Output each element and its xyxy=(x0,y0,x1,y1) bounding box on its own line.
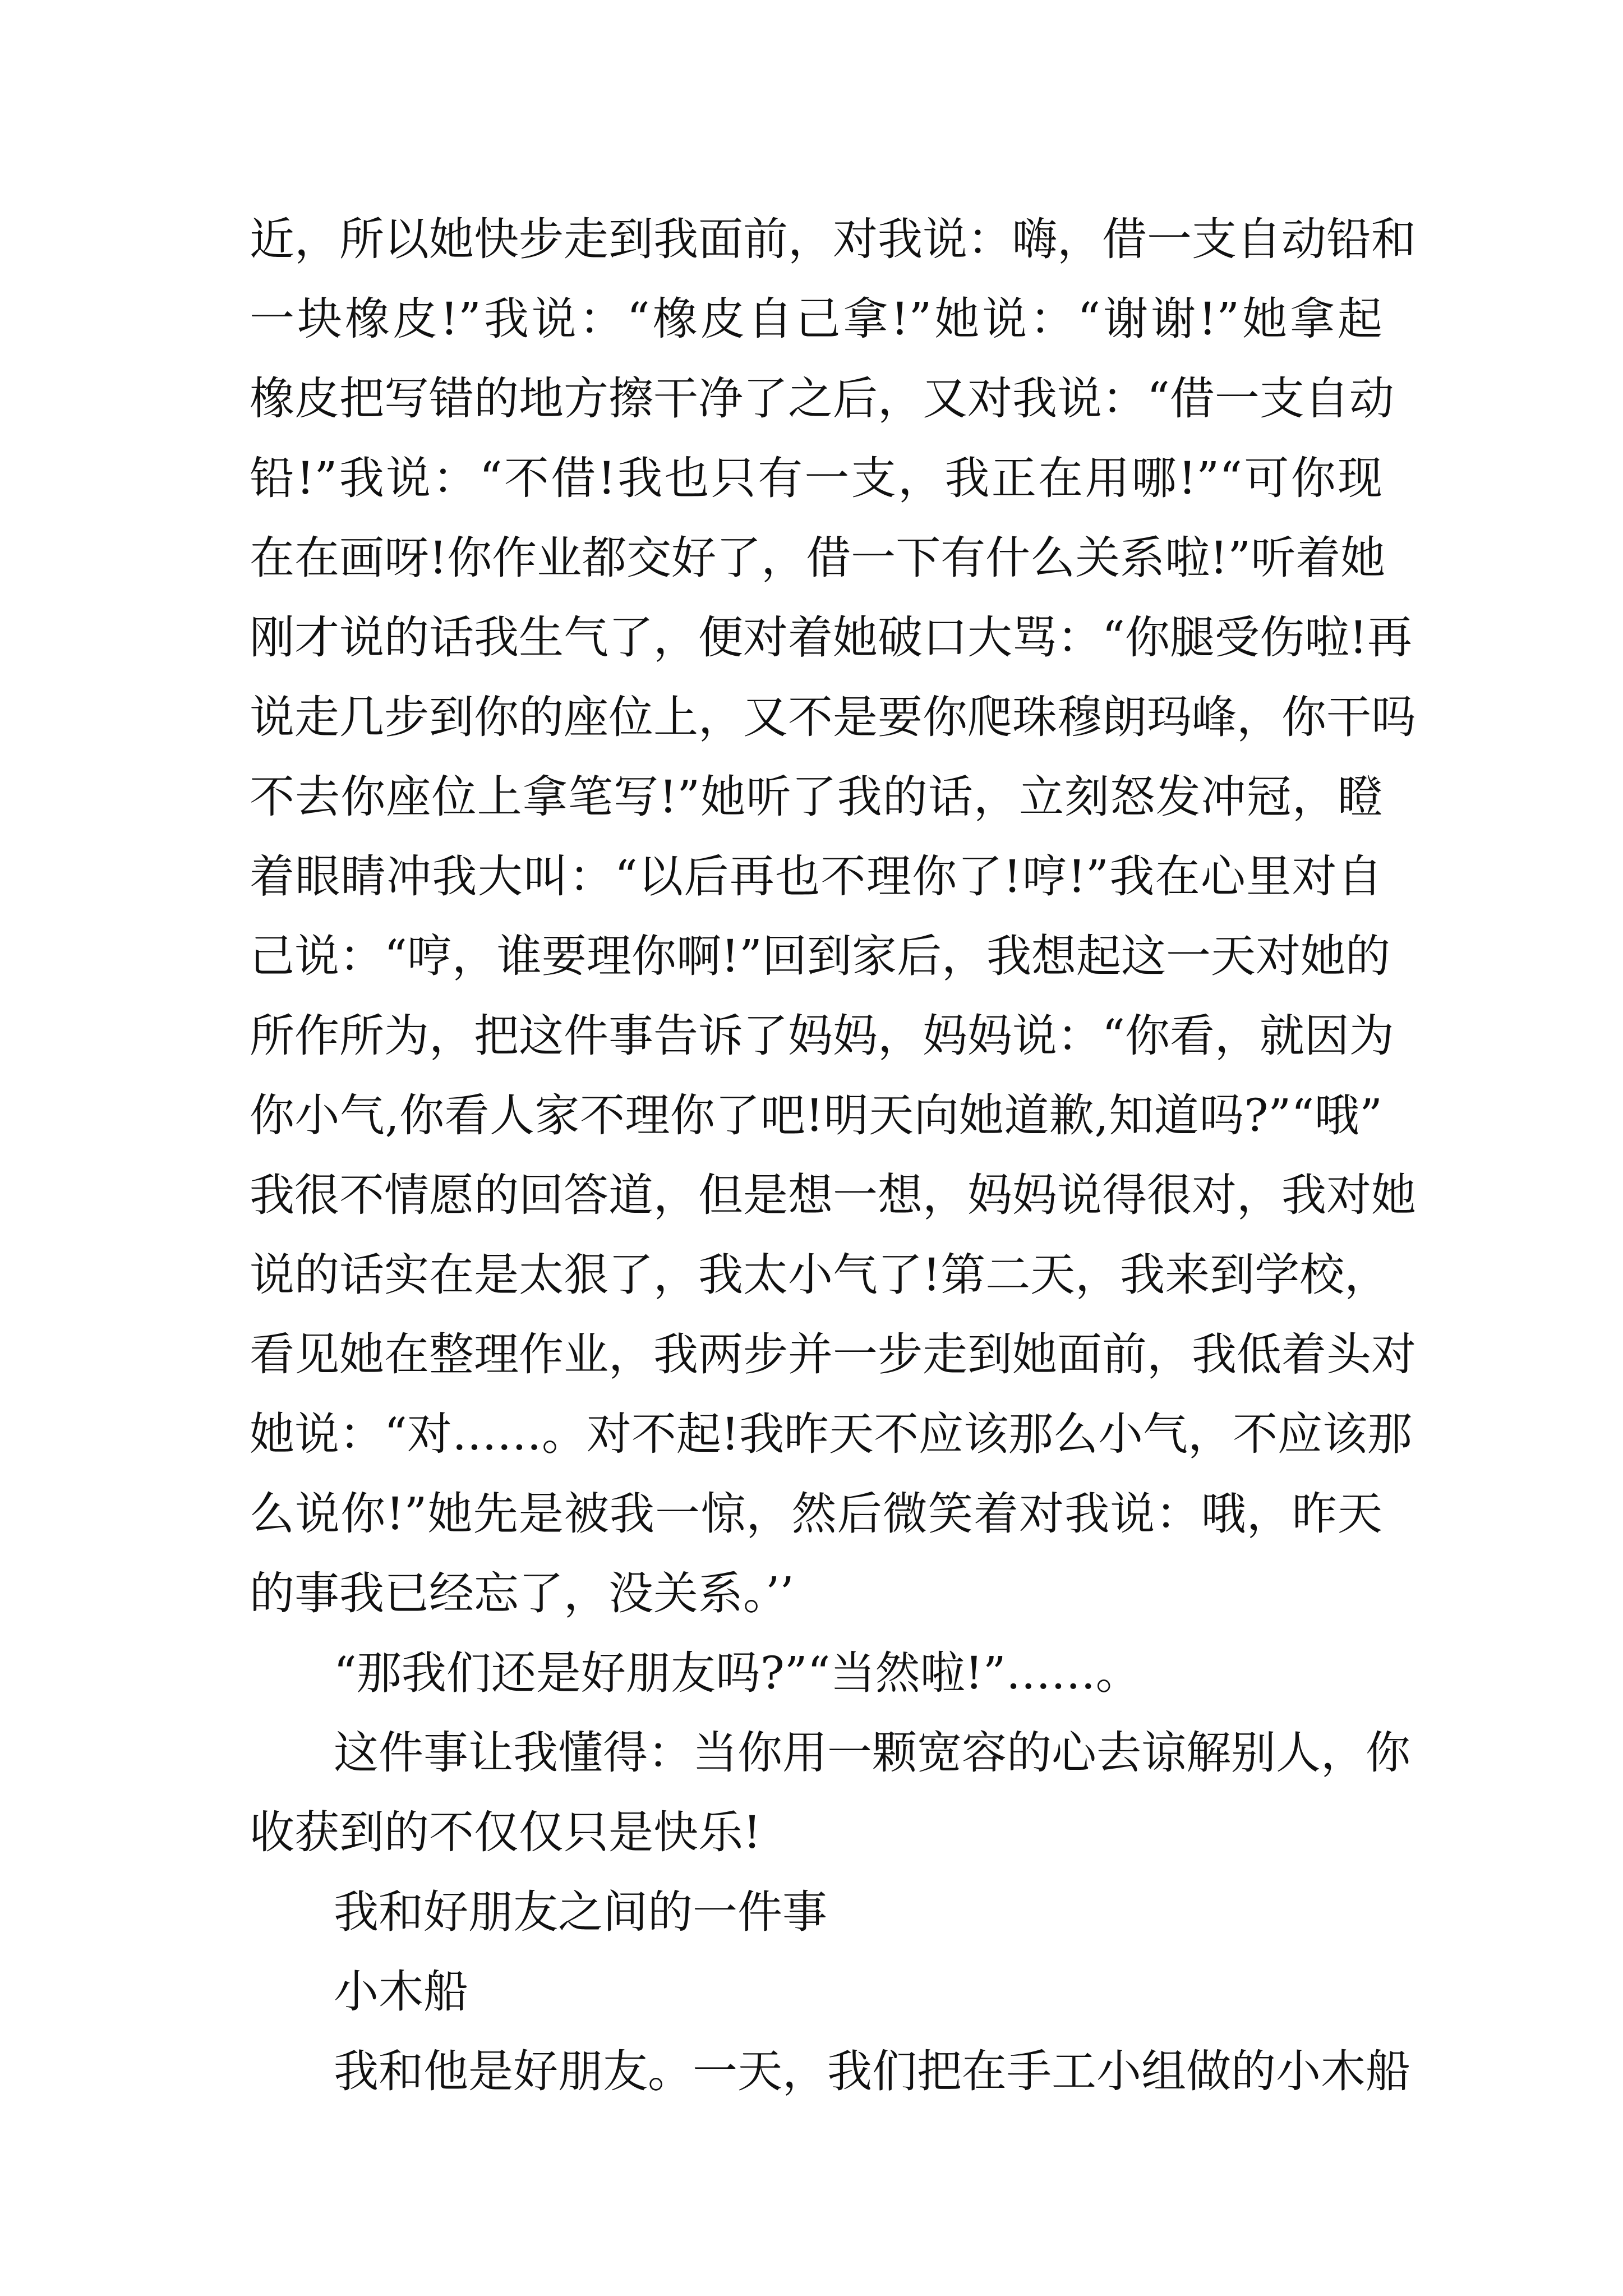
text-line: 所作所为，把这件事告诉了妈妈，妈妈说：“你看，就因为 xyxy=(250,1010,1394,1062)
text-line: 看见她在整理作业，我两步并一步走到她面前，我低着头对 xyxy=(250,1328,1416,1381)
body-text xyxy=(250,200,1416,2111)
text-line: 我很不情愿的回答道，但是想一想，妈妈说得很对，我对她 xyxy=(250,1169,1416,1221)
text-line: 说走几步到你的座位上，又不是要你爬珠穆朗玛峰，你干吗 xyxy=(250,691,1416,743)
text-line: 着眼睛冲我大叫：“以后再也不理你了!哼!”我在心里对自 xyxy=(250,850,1382,903)
text-line: 么说你!”她先是被我一惊，然后微笑着对我说：哦，昨天 xyxy=(250,1488,1382,1540)
text-line: 她说：“对……。对不起!我昨天不应该那么小气，不应该那 xyxy=(250,1408,1413,1460)
text-line: 收获到的不仅仅只是快乐! xyxy=(250,1806,762,1858)
text-line: 己说：“哼，谁要理你啊!”回到家后，我想起这一天对她的 xyxy=(250,930,1390,982)
subsection-title: 小木船 xyxy=(334,1966,468,2018)
text-line: 不去你座位上拿笔写!”她听了我的话，立刻怒发冲冠，瞪 xyxy=(250,771,1382,823)
text-line: 这件事让我懂得：当你用一颗宽容的心去谅解别人，你 xyxy=(334,1727,1410,1779)
text-line: 你小气,你看人家不理你了吧!明天向她道歉,知道吗?”“哦” xyxy=(250,1089,1382,1142)
text-line: 橡皮把写错的地方擦干净了之后，又对我说：“借一支自动 xyxy=(250,372,1394,425)
text-line: 一块橡皮!”我说：“橡皮自己拿!”她说：“谢谢!”她拿起 xyxy=(250,293,1382,345)
text-line: 的事我已经忘了，没关系。’’ xyxy=(250,1567,794,1619)
text-line: 在在画呀!你作业都交好了，借一下有什么关系啦!”听着她 xyxy=(250,532,1386,584)
text-line: 我和他是好朋友。一天，我们把在手工小组做的小木船 xyxy=(334,2045,1410,2097)
text-line: 近，所以她快步走到我面前，对我说：嗨，借一支自动铅和 xyxy=(250,213,1416,265)
text-line: 铅!”我说：“不借!我也只有一支，我正在用哪!”“可你现 xyxy=(250,452,1382,504)
section-title: 我和好朋友之间的一件事 xyxy=(334,1886,827,1938)
text-line: 说的话实在是太狠了，我太小气了!第二天，我来到学校， xyxy=(250,1249,1390,1301)
text-line: 刚才说的话我生气了，便对着她破口大骂：“你腿受伤啦!再 xyxy=(250,611,1413,664)
text-line: “那我们还是好朋友吗?”“当然啦!”……。 xyxy=(334,1647,1141,1699)
